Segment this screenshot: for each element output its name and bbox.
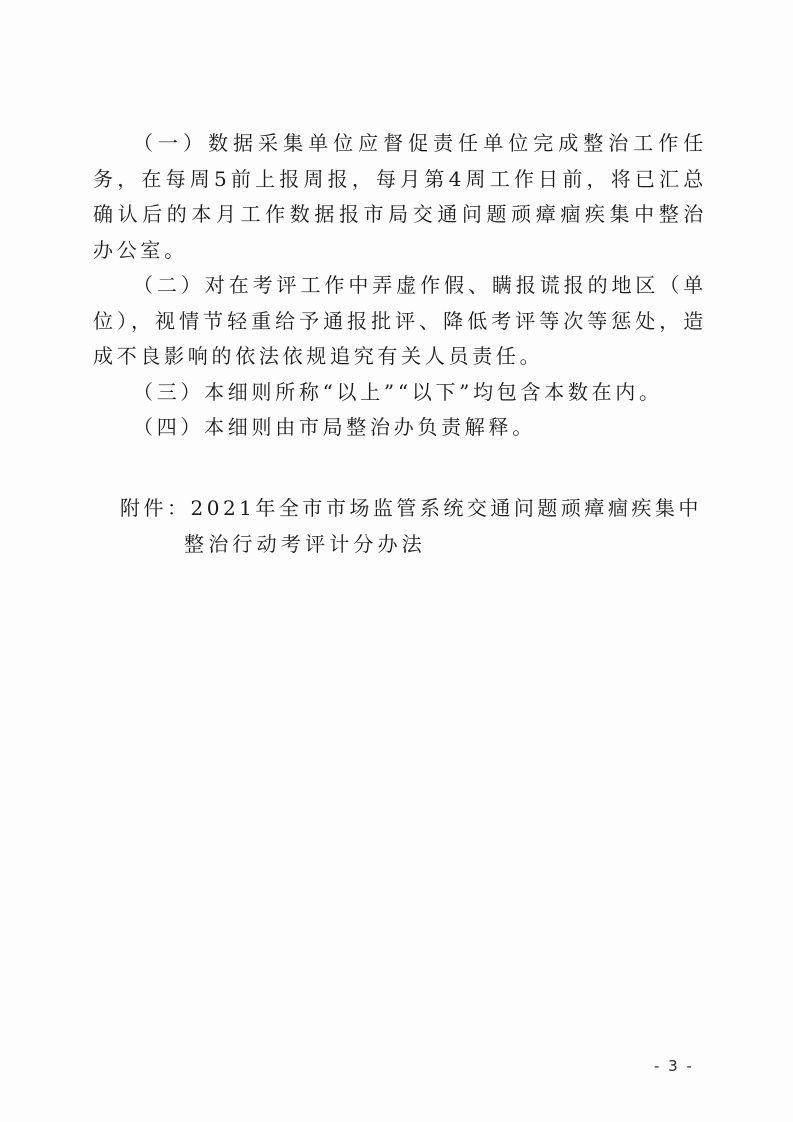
attachment-line-1 bbox=[120, 490, 702, 526]
paragraph-3: （三）本细则所称“以上”“以下”均包含本数在内。 bbox=[133, 379, 663, 404]
attachment-label: 附件： bbox=[120, 496, 191, 520]
paragraph-2: （二）对在考评工作中弄虚作假、瞒报谎报的地区（单位），视情节轻重给予通报批评、降低考评等次等惩处，造成不良影响的依法依规追究有关人员责任。 bbox=[93, 273, 707, 368]
paragraph-4: （四）本细则由市局整治办负责解释。 bbox=[133, 415, 536, 439]
document-body bbox=[93, 126, 707, 446]
attachment-title-line-2: 整治行动考评计分办法 bbox=[184, 532, 426, 556]
paragraph-1: （一）数据采集单位应督促责任单位完成整治工作任务，在每周5前上报周报，每月第4周工作日前，将已汇总确认后的本月工作数据报市局交通问题顽瘴痼疾集中整治办公室。 bbox=[93, 131, 707, 262]
attachment-title-line-1: 2021年全市市场监管系统交通问题顽瘴痼疾集中 bbox=[190, 496, 702, 520]
page-number: - 3 - bbox=[654, 1057, 694, 1075]
attachment-note bbox=[120, 490, 702, 562]
